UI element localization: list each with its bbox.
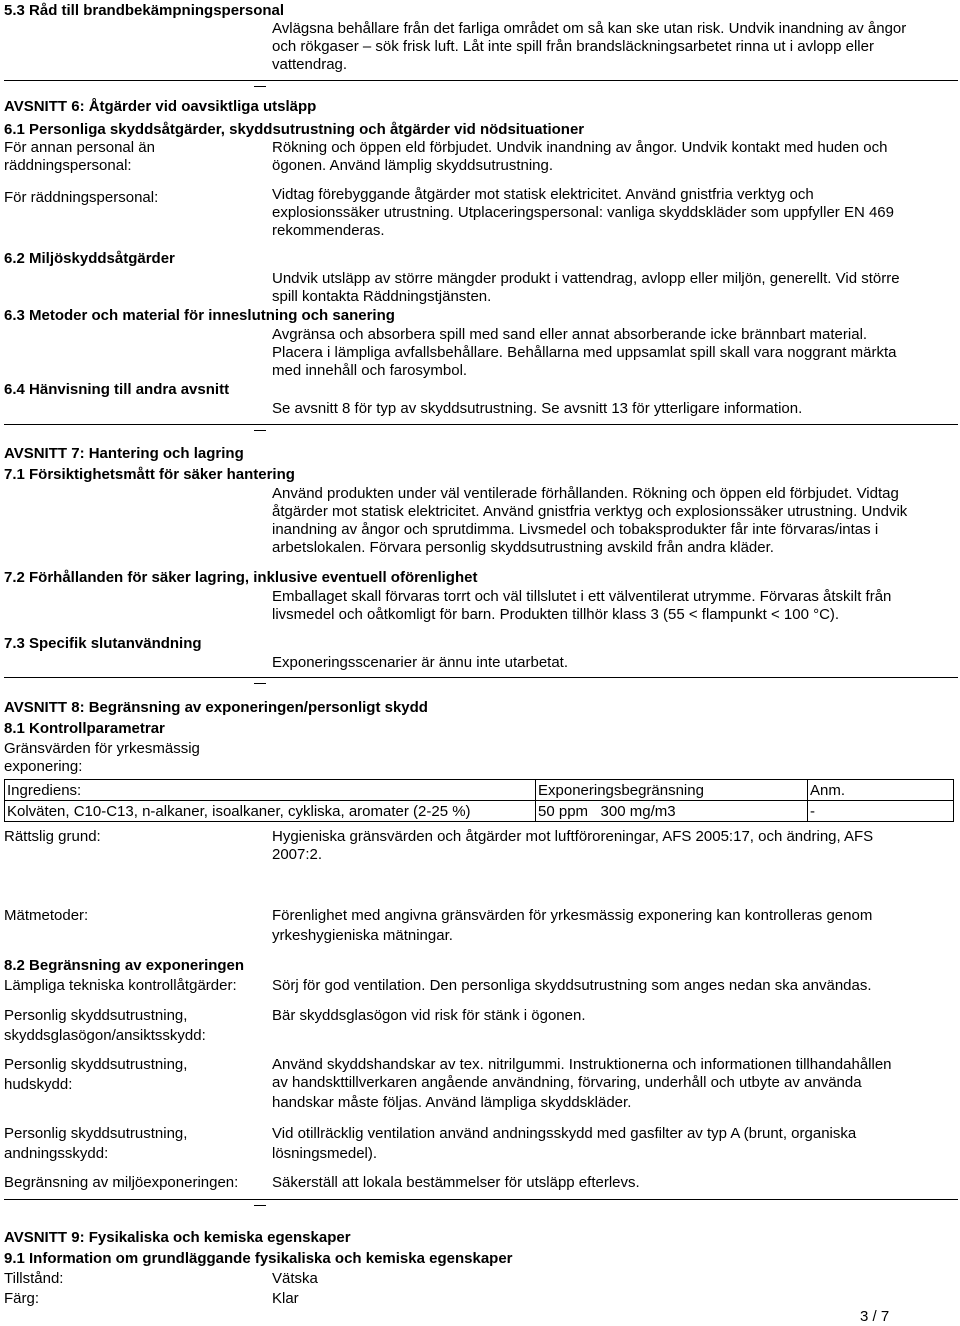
text-rescue-personnel: explosionssäker utrustning. Utplaceringspersonal: vanliga skyddskläder som uppfyller EN 469 — [272, 204, 894, 221]
section-8-title: AVSNITT 8: Begränsning av exponeringen/personligt skydd — [4, 699, 428, 716]
text-5-3-line: Avlägsna behållare från det farliga området om så kan ske utan risk. Undvik inandning av ångor — [272, 20, 907, 37]
text-skin-protection: Använd skyddshandskar av tex. nitrilgummi. Instruktionerna och informationen tillhandahållen — [272, 1056, 892, 1073]
text-respiratory-protection: Vid otillräcklig ventilation använd andningsskydd med gasfilter av typ A (brunt, organiska — [272, 1125, 857, 1142]
section-divider — [4, 677, 958, 678]
text-rescue-personnel: rekommenderas. — [272, 222, 385, 239]
text-7-1: åtgärder mot statisk elektricitet. Använd gnistfria verktyg och explosionssäker utrustning. Undvik — [272, 503, 908, 520]
label-other-personnel: För annan personal än — [4, 139, 155, 156]
text-legal-basis: 2007:2. — [272, 846, 323, 863]
table-cell-note: - — [808, 801, 954, 822]
section-8-1-heading: 8.1 Kontrollparametrar — [4, 720, 165, 737]
text-7-2: livsmedel och oåtkomligt för barn. Produkten tillhör klass 3 (55 < flampunkt < 100 °C). — [272, 606, 840, 623]
label-other-personnel: räddningspersonal: — [4, 157, 132, 174]
label-limit-values: Gränsvärden för yrkesmässig — [4, 740, 200, 757]
section-9-1-heading: 9.1 Information om grundläggande fysikaliska och kemiska egenskaper — [4, 1250, 513, 1267]
exposure-limits-table — [4, 779, 954, 822]
section-7-3-heading: 7.3 Specifik slutanvändning — [4, 635, 202, 652]
page-number: 3 / 7 — [860, 1308, 890, 1325]
table-cell-limit: 50 ppm 300 mg/m3 — [536, 801, 808, 822]
section-6-1-heading: 6.1 Personliga skyddsåtgärder, skyddsutrustning och åtgärder vid nödsituationer — [4, 121, 585, 138]
text-environmental-exposure: Säkerställ att lokala bestämmelser för utsläpp efterlevs. — [272, 1174, 640, 1191]
text-respiratory-protection: lösningsmedel). — [272, 1145, 378, 1162]
label-state: Tillstånd: — [4, 1270, 64, 1287]
table-header-ingredient: Ingrediens: — [5, 780, 536, 801]
label-respiratory-protection: Personlig skyddsutrustning, — [4, 1125, 188, 1142]
text-other-personnel: Rökning och öppen eld förbjudet. Undvik inandning av ångor. Undvik kontakt med huden och — [272, 139, 888, 156]
label-rescue-personnel: För räddningspersonal: — [4, 189, 159, 206]
text-7-1: Använd produkten under väl ventilerade förhållanden. Rökning och öppen eld förbjudet. Vidtag — [272, 485, 899, 502]
table-header-note: Anm. — [808, 780, 954, 801]
section-6-title: AVSNITT 6: Åtgärder vid oavsiktliga utsläpp — [4, 98, 317, 115]
text-other-personnel: ögonen. Använd lämplig skyddsutrustning. — [272, 157, 554, 174]
section-6-4-heading: 6.4 Hänvisning till andra avsnitt — [4, 381, 230, 398]
label-legal-basis: Rättslig grund: — [4, 828, 101, 845]
text-eye-protection: Bär skyddsglasögon vid risk för stänk i ögonen. — [272, 1007, 586, 1024]
label-skin-protection: hudskydd: — [4, 1076, 73, 1093]
label-environmental-exposure: Begränsning av miljöexponeringen: — [4, 1174, 239, 1191]
text-7-1: arbetslokalen. Förvara personlig skyddsutrustning avskild från andra kläder. — [272, 539, 774, 556]
text-6-3: med innehåll och farosymbol. — [272, 362, 468, 379]
text-7-3: Exponeringsscenarier är ännu inte utarbetat. — [272, 654, 569, 671]
label-respiratory-protection: andningsskydd: — [4, 1145, 109, 1162]
text-6-2: spill kontakta Räddningstjänsten. — [272, 288, 492, 305]
section-divider — [4, 1199, 958, 1200]
label-methods: Mätmetoder: — [4, 907, 89, 924]
text-skin-protection: av handskttillverkaren angående användning, förvaring, underhåll och utbyte av använda — [272, 1074, 862, 1091]
section-9-title: AVSNITT 9: Fysikaliska och kemiska egenskaper — [4, 1229, 351, 1246]
section-7-2-heading: 7.2 Förhållanden för säker lagring, inklusive eventuell oförenlighet — [4, 569, 478, 586]
text-6-3: Avgränsa och absorbera spill med sand eller annat absorberande icke brännbart material. — [272, 326, 868, 343]
text-6-3: Placera i lämpliga avfallsbehållare. Behållarna med uppsamlat spill skall vara noggrant märkta — [272, 344, 897, 361]
divider-tick — [254, 683, 266, 684]
section-8-2-heading: 8.2 Begränsning av exponeringen — [4, 957, 245, 974]
table-header-row — [5, 780, 954, 801]
table-header-limit: Exponeringsbegränsning — [536, 780, 808, 801]
label-eye-protection: Personlig skyddsutrustning, — [4, 1007, 188, 1024]
section-6-2-heading: 6.2 Miljöskyddsåtgärder — [4, 250, 175, 267]
text-rescue-personnel: Vidtag förebyggande åtgärder mot statisk elektricitet. Använd gnistfria verktyg och — [272, 186, 814, 203]
text-technical-controls: Sörj för god ventilation. Den personliga skyddsutrustning som anges nedan ska användas. — [272, 977, 872, 994]
divider-tick — [254, 86, 266, 87]
label-technical-controls: Lämpliga tekniska kontrollåtgärder: — [4, 977, 237, 994]
label-skin-protection: Personlig skyddsutrustning, — [4, 1056, 188, 1073]
table-row — [5, 801, 954, 822]
text-legal-basis: Hygieniska gränsvärden och åtgärder mot luftföroreningar, AFS 2005:17, och ändring, AFS — [272, 828, 874, 845]
divider-tick — [254, 1205, 266, 1206]
divider-tick — [254, 430, 266, 431]
section-6-3-heading: 6.3 Metoder och material för inneslutning och sanering — [4, 307, 395, 324]
label-limit-values: exponering: — [4, 758, 83, 775]
text-6-4: Se avsnitt 8 för typ av skyddsutrustning. Se avsnitt 13 för ytterligare information. — [272, 400, 803, 417]
table-cell-ingredient: Kolväten, C10-C13, n-alkaner, isoalkaner, cykliska, aromater (2-25 %) — [5, 801, 536, 822]
text-7-1: inandning av ångor och sprutdimma. Livsmedel och tobaksprodukter får inte förvaras/intas i — [272, 521, 879, 538]
section-5-3-heading: 5.3 Råd till brandbekämpningspersonal — [4, 2, 285, 19]
text-skin-protection: handskar måste följas. Använd lämpliga skyddskläder. — [272, 1094, 632, 1111]
value-color: Klar — [272, 1290, 299, 1307]
section-divider — [4, 80, 958, 81]
label-eye-protection: skyddsglasögon/ansiktsskydd: — [4, 1027, 206, 1044]
text-methods: yrkeshygieniska mätningar. — [272, 927, 453, 944]
value-state: Vätska — [272, 1270, 318, 1287]
text-7-2: Emballaget skall förvaras torrt och väl tillslutet i ett välventilerat utrymme. Förvaras åtskilt från — [272, 588, 892, 605]
text-6-2: Undvik utsläpp av större mängder produkt i vattendrag, avlopp eller miljön, generellt. Vid större — [272, 270, 900, 287]
section-7-1-heading: 7.1 Försiktighetsmått för säker hantering — [4, 466, 295, 483]
text-methods: Förenlighet med angivna gränsvärden för yrkesmässig exponering kan kontrolleras genom — [272, 907, 873, 924]
text-5-3-line: vattendrag. — [272, 56, 348, 73]
label-color: Färg: — [4, 1290, 40, 1307]
section-divider — [4, 424, 958, 425]
text-5-3-line: och rökgaser – sök frisk luft. Låt inte spill från brandsläckningsarbetet rinna ut i avlopp eller — [272, 38, 874, 55]
section-7-title: AVSNITT 7: Hantering och lagring — [4, 445, 244, 462]
